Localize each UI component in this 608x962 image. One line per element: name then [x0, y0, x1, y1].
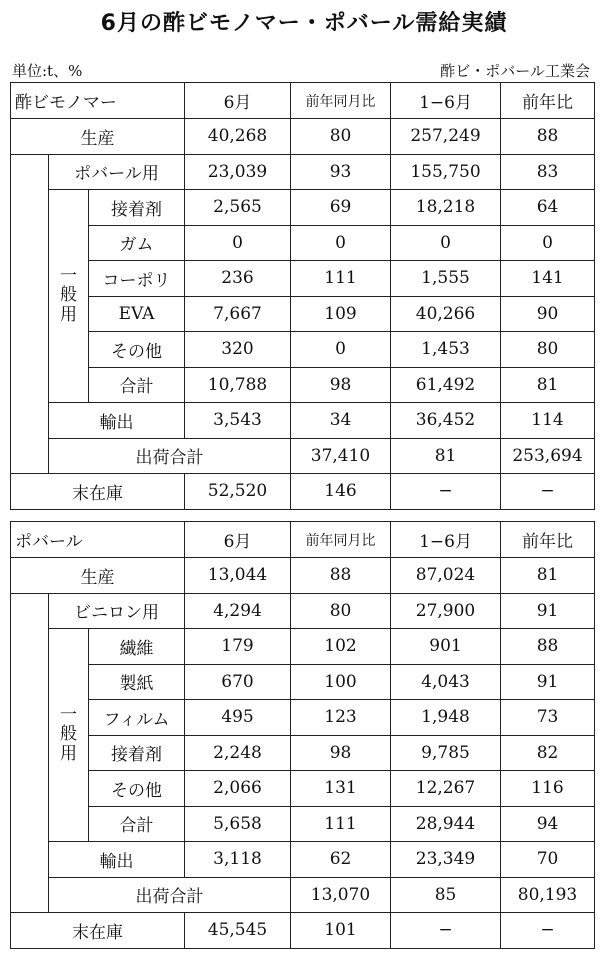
cell-yoy-month: 102	[291, 629, 391, 665]
cell-june: 0	[185, 225, 291, 261]
cell-yoy-ytd: 82	[501, 735, 595, 771]
cell-june: 2,066	[185, 771, 291, 807]
cell-yoy-month: 69	[291, 190, 391, 226]
cell-yoy-ytd: 70	[501, 842, 595, 878]
row-label-production: 生産	[11, 558, 185, 594]
header-yoy-month: 前年同月比	[291, 522, 391, 558]
unit-note: 単位:t、%	[12, 62, 83, 80]
cell-june: 5,658	[185, 806, 291, 842]
row-label-general: 接着剤	[89, 735, 185, 771]
cell-jan-jun: 1,555	[391, 261, 501, 297]
cell-jan-jun: 155,750	[391, 154, 501, 190]
table-row	[11, 119, 595, 155]
cell-yoy-month: 123	[291, 700, 391, 736]
cell-june: 2,248	[185, 735, 291, 771]
cell-yoy-ytd: 81	[501, 367, 595, 403]
cell-yoy-month: 0	[291, 225, 391, 261]
cell-jan-jun: −	[391, 913, 501, 949]
cell-yoy-ytd: −	[501, 474, 595, 510]
cell-yoy-ytd: 64	[501, 190, 595, 226]
cell-jan-jun: 61,492	[391, 367, 501, 403]
cell-yoy-ytd: 83	[501, 154, 595, 190]
cell-yoy-ytd: 81	[501, 558, 595, 594]
cell-june: 7,667	[185, 296, 291, 332]
table-row	[11, 154, 595, 190]
cell-yoy-month: 101	[291, 913, 391, 949]
cell-yoy-month: 81	[391, 438, 501, 474]
row-label-stock: 末在庫	[11, 474, 185, 510]
cell-jan-jun: −	[391, 474, 501, 510]
group-label-general-use: 一般用	[49, 190, 89, 403]
cell-jan-jun: 901	[391, 629, 501, 665]
cell-june: 236	[185, 261, 291, 297]
table-row	[11, 700, 595, 736]
row-label-general: 合計	[89, 367, 185, 403]
cell-june: 10,788	[185, 367, 291, 403]
row-label-general: フィルム	[89, 700, 185, 736]
cell-june: 3,543	[185, 403, 291, 439]
cell-june: 179	[185, 629, 291, 665]
table-row	[11, 593, 595, 629]
cell-yoy-month: 93	[291, 154, 391, 190]
cell-yoy-ytd: 80	[501, 332, 595, 368]
cell-yoy-month: 80	[291, 593, 391, 629]
cell-yoy-month: 88	[291, 558, 391, 594]
cell-yoy-month: 62	[291, 842, 391, 878]
cell-yoy-month: 146	[291, 474, 391, 510]
cell-yoy-month: 85	[391, 877, 501, 913]
cell-june: 37,410	[291, 438, 391, 474]
table-row	[11, 474, 595, 510]
cell-jan-jun: 28,944	[391, 806, 501, 842]
cell-jan-jun: 1,453	[391, 332, 501, 368]
header-jan-jun: 1−6月	[391, 522, 501, 558]
row-label-general: その他	[89, 771, 185, 807]
header-yoy-ytd: 前年比	[501, 522, 595, 558]
cell-june: 40,268	[185, 119, 291, 155]
cell-june: 52,520	[185, 474, 291, 510]
table-row	[11, 261, 595, 297]
cell-june: 3,118	[185, 842, 291, 878]
cell-yoy-ytd: 116	[501, 771, 595, 807]
cell-yoy-month: 111	[291, 261, 391, 297]
cell-jan-jun: 27,900	[391, 593, 501, 629]
cell-jan-jun: 0	[391, 225, 501, 261]
cell-yoy-ytd: 88	[501, 629, 595, 665]
product-name: 酢ビモノマー	[11, 83, 185, 119]
table-row	[11, 403, 595, 439]
cell-june: 495	[185, 700, 291, 736]
cell-yoy-month: 100	[291, 664, 391, 700]
header-row	[11, 83, 595, 119]
cell-yoy-ytd: 73	[501, 700, 595, 736]
header-jan-jun: 1−6月	[391, 83, 501, 119]
cell-yoy-month: 34	[291, 403, 391, 439]
header-june: 6月	[185, 83, 291, 119]
page-title: 6月の酢ビモノマー・ポバール需給実績	[100, 11, 508, 36]
table-row	[11, 842, 595, 878]
cell-yoy-ytd: 0	[501, 225, 595, 261]
cell-june: 23,039	[185, 154, 291, 190]
cell-yoy-ytd: −	[501, 913, 595, 949]
cell-yoy-month: 98	[291, 367, 391, 403]
cell-yoy-month: 98	[291, 735, 391, 771]
table-row	[11, 913, 595, 949]
cell-yoy-month: 0	[291, 332, 391, 368]
cell-june: 45,545	[185, 913, 291, 949]
row-label-sub: ビニロン用	[49, 593, 185, 629]
row-label-general: 合計	[89, 806, 185, 842]
cell-jan-jun: 1,948	[391, 700, 501, 736]
header-yoy-ytd: 前年比	[501, 83, 595, 119]
product-name: ポバール	[11, 522, 185, 558]
poval-table	[10, 521, 595, 949]
cell-jan-jun: 87,024	[391, 558, 501, 594]
cell-jan-jun: 36,452	[391, 403, 501, 439]
row-label-general: ガム	[89, 225, 185, 261]
header-june: 6月	[185, 522, 291, 558]
indent-cell	[11, 154, 49, 474]
cell-yoy-ytd: 90	[501, 296, 595, 332]
row-label-general: コーポリ	[89, 261, 185, 297]
table-row	[11, 771, 595, 807]
cell-yoy-ytd: 141	[501, 261, 595, 297]
row-label-stock: 末在庫	[11, 913, 185, 949]
table-row	[11, 296, 595, 332]
table-row	[11, 629, 595, 665]
table-row	[11, 438, 595, 474]
table-row	[11, 664, 595, 700]
cell-yoy-month: 131	[291, 771, 391, 807]
row-label-export: 輸出	[49, 403, 185, 439]
cell-june: 320	[185, 332, 291, 368]
table-row	[11, 190, 595, 226]
table-row	[11, 877, 595, 913]
indent-cell	[11, 593, 49, 913]
row-label-general: EVA	[89, 296, 185, 332]
cell-jan-jun: 40,266	[391, 296, 501, 332]
row-label-export: 輸出	[49, 842, 185, 878]
table-row	[11, 332, 595, 368]
cell-yoy-ytd: 94	[501, 806, 595, 842]
cell-yoy-ytd: 91	[501, 593, 595, 629]
table-row	[11, 367, 595, 403]
cell-yoy-month: 111	[291, 806, 391, 842]
cell-june: 4,294	[185, 593, 291, 629]
header-yoy-month: 前年同月比	[291, 83, 391, 119]
cell-yoy-ytd: 114	[501, 403, 595, 439]
table-row	[11, 225, 595, 261]
cell-jan-jun: 9,785	[391, 735, 501, 771]
cell-jan-jun: 4,043	[391, 664, 501, 700]
row-label-general: 繊維	[89, 629, 185, 665]
cell-yoy-month: 80	[291, 119, 391, 155]
cell-jan-jun: 12,267	[391, 771, 501, 807]
cell-june: 13,070	[291, 877, 391, 913]
row-label-general: 製紙	[89, 664, 185, 700]
cell-yoy-ytd: 88	[501, 119, 595, 155]
source-note: 酢ビ・ポバール工業会	[440, 62, 590, 80]
table-row	[11, 735, 595, 771]
table-row	[11, 558, 595, 594]
cell-yoy-ytd: 91	[501, 664, 595, 700]
cell-june: 670	[185, 664, 291, 700]
row-label-sub: ポバール用	[49, 154, 185, 190]
cell-jan-jun: 257,249	[391, 119, 501, 155]
row-label-shipments: 出荷合計	[49, 438, 291, 474]
cell-june: 13,044	[185, 558, 291, 594]
cell-jan-jun: 80,193	[501, 877, 595, 913]
row-label-production: 生産	[11, 119, 185, 155]
row-label-shipments: 出荷合計	[49, 877, 291, 913]
group-label-general-use: 一般用	[49, 629, 89, 842]
cell-june: 2,565	[185, 190, 291, 226]
cell-jan-jun: 253,694	[501, 438, 595, 474]
cell-yoy-month: 109	[291, 296, 391, 332]
header-row	[11, 522, 595, 558]
cell-jan-jun: 23,349	[391, 842, 501, 878]
table-row	[11, 806, 595, 842]
cell-jan-jun: 18,218	[391, 190, 501, 226]
vinyl-acetate-monomer-table	[10, 82, 595, 510]
row-label-general: その他	[89, 332, 185, 368]
row-label-general: 接着剤	[89, 190, 185, 226]
